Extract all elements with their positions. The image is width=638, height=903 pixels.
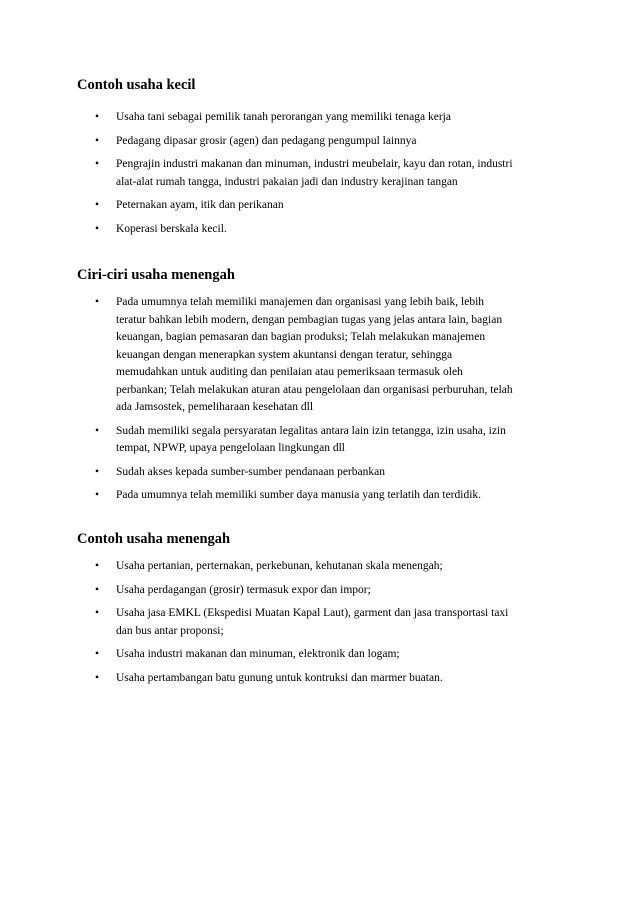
bullet-icon: •: [95, 222, 100, 235]
section-heading: Contoh usaha menengah: [77, 531, 231, 547]
list-item-text: Usaha tani sebagai pemilik tanah perorangan yang memiliki tenaga kerja: [116, 111, 451, 123]
list-item-text: Pada umumnya telah memiliki sumber daya manusia yang terlatih dan terdidik.: [116, 489, 482, 501]
list-item: [77, 133, 566, 151]
list-item-text: Pedagang dipasar grosir (agen) dan pedagang pengumpul lainnya: [116, 134, 417, 147]
bullet-icon: •: [95, 111, 100, 123]
section-ciri-ciri-usaha-menengah: [77, 266, 577, 505]
section-contoh-usaha-menengah: [77, 530, 577, 687]
list-item: [77, 646, 566, 664]
list-item: [77, 605, 566, 640]
list-item: [77, 109, 566, 127]
list-item-text: Pengrajin industri makanan dan minuman, industri meubelair, kayu dan rotan, industri: [116, 158, 513, 170]
bullet-icon: •: [95, 489, 100, 501]
section-contoh-usaha-kecil: [77, 76, 577, 238]
list-item: [77, 558, 566, 576]
bullet-icon: •: [95, 465, 100, 478]
bullet-icon: •: [95, 648, 100, 660]
list-item-text: perbankan; Telah melakukan aturan atau pengelolaan dan organisasi perburuhan, telah: [116, 383, 513, 396]
list-item-text: teratur bahkan lebih modern, dengan pembagian tugas yang jelas antara lain, bagian: [116, 313, 503, 326]
bullet-icon: •: [95, 134, 100, 147]
list-item-text: keuangan, bagian pemasaran dan bagian produksi; Telah melakukan manajemen: [116, 331, 486, 343]
list-item-text: Usaha pertanian, perternakan, perkebunan, kehutanan skala menengah;: [116, 560, 443, 572]
list-item: [77, 221, 566, 239]
list-item-text: Sudah memiliki segala persyaratan legalitas antara lain izin tetangga, izin usaha, izin: [116, 424, 506, 437]
list-item-text: Usaha jasa EMKL (Ekspedisi Muatan Kapal Laut), garment dan jasa transportasi taxi: [116, 607, 509, 619]
bullet-icon: •: [95, 158, 100, 170]
list-item: [77, 487, 566, 505]
list-item: [77, 670, 566, 688]
bullet-list: [77, 558, 577, 687]
list-item: [77, 197, 566, 215]
list-item-text: dan bus antar proponsi;: [116, 624, 224, 637]
list-item-text: alat-alat rumah tangga, industri pakaian jadi dan industry kerajinan tangan: [116, 175, 458, 188]
list-item-text: keuangan dengan menerapkan system akuntansi dengan teratur, sehingga: [116, 348, 453, 361]
list-item-text: Peternakan ayam, itik dan perikanan: [116, 199, 284, 211]
section-heading: Ciri-ciri usaha menengah: [77, 267, 235, 283]
section-heading: Contoh usaha kecil: [77, 77, 196, 93]
list-item-text: Usaha industri makanan dan minuman, elektronik dan logam;: [116, 648, 400, 660]
list-item-text: Pada umumnya telah memiliki manajemen dan organisasi yang lebih baik, lebih: [116, 296, 485, 308]
list-item-text: Usaha perdagangan (grosir) termasuk expor dan impor;: [116, 583, 371, 596]
list-item-text: Koperasi berskala kecil.: [116, 222, 227, 235]
bullet-icon: •: [95, 424, 100, 437]
bullet-icon: •: [95, 560, 100, 572]
list-item-text: memudahkan untuk auditing dan penilaian atau pemeriksaan termasuk oleh: [116, 366, 463, 378]
list-item: [77, 464, 566, 482]
bullet-icon: •: [95, 607, 100, 619]
bullet-icon: •: [95, 296, 100, 308]
bullet-icon: •: [95, 583, 100, 596]
list-item: [77, 582, 566, 600]
list-item: [77, 294, 566, 417]
list-item-text: ada Jamsostek, pemeliharaan kesehatan dll: [116, 401, 314, 413]
list-item-text: Usaha pertambangan batu gunung untuk kontruksi dan marmer buatan.: [116, 671, 443, 684]
bullet-list: [77, 109, 577, 238]
list-item: [77, 156, 566, 191]
list-item: [77, 423, 566, 458]
bullet-icon: •: [95, 199, 100, 211]
list-item-text: Sudah akses kepada sumber-sumber pendanaan perbankan: [116, 465, 385, 478]
list-item-text: tempat, NPWP, upaya pengelolaan lingkungan dll: [116, 442, 345, 454]
bullet-list: [77, 294, 577, 505]
bullet-icon: •: [95, 671, 100, 684]
